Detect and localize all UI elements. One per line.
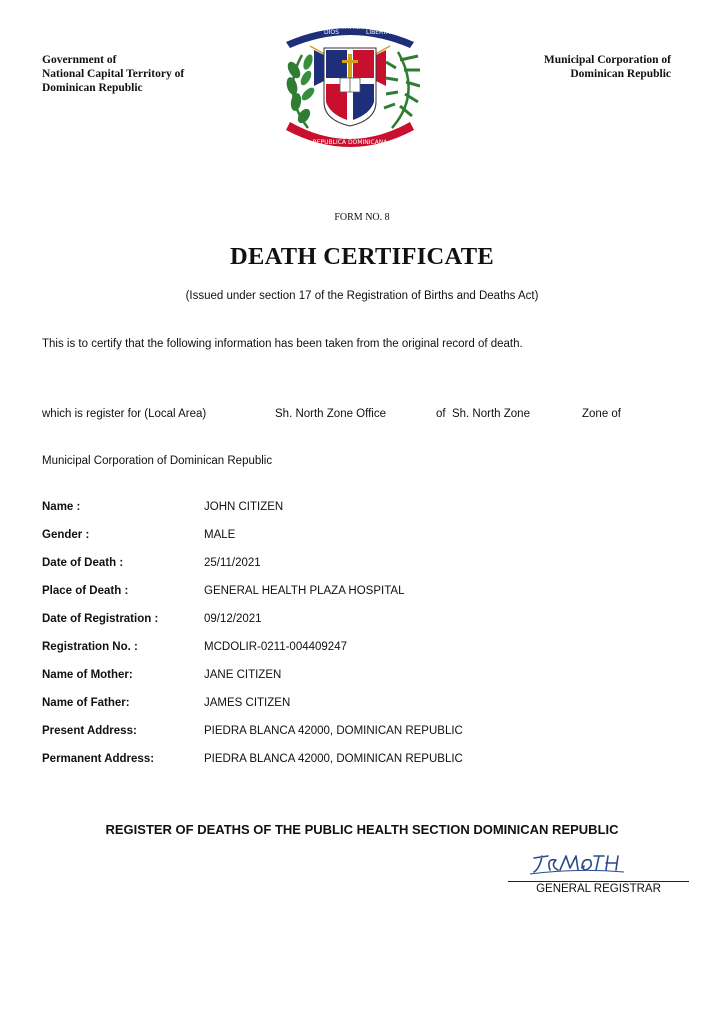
register-title: REGISTER OF DEATHS OF THE PUBLIC HEALTH SECTION DOMINICAN REPUBLIC: [105, 822, 619, 837]
detail-value: PIEDRA BLANCA 42000, DOMINICAN REPUBLIC: [204, 753, 463, 765]
seal-motto: DIOS: [324, 29, 339, 36]
detail-value: GENERAL HEALTH PLAZA HOSPITAL: [204, 585, 405, 597]
local-area-office: Sh. North Zone Office: [275, 408, 387, 420]
detail-label: Registration No. :: [42, 641, 138, 653]
detail-value: JOHN CITIZEN: [204, 501, 284, 513]
laurel-branch-icon: [285, 53, 317, 128]
local-area-zone-of: Zone of: [582, 408, 621, 420]
seal-name: REPUBLICA DOMINICANA: [312, 139, 388, 146]
detail-label: Date of Registration :: [42, 613, 159, 625]
local-area-zone: of Sh. North Zone: [436, 408, 530, 420]
issuer-line: Government of: [42, 54, 117, 66]
detail-label: Present Address:: [42, 725, 137, 737]
detail-label: Name :: [42, 501, 81, 513]
document-title: DEATH CERTIFICATE: [229, 243, 495, 270]
detail-label: Permanent Address:: [42, 753, 155, 765]
detail-label: Gender :: [42, 529, 90, 541]
seal-motto: LIBERTAD: [366, 29, 395, 36]
issuer-government: [42, 53, 184, 95]
detail-value: 09/12/2021: [204, 613, 262, 625]
detail-label: Date of Death :: [42, 557, 124, 569]
coat-of-arms-seal-icon: [280, 10, 420, 152]
registrar-title: GENERAL REGISTRAR: [536, 883, 661, 895]
seal-motto: PATRIA: [342, 24, 363, 31]
document-subtitle: (Issued under section 17 of the Registration of Births and Deaths Act): [185, 290, 539, 302]
detail-label: Place of Death :: [42, 585, 129, 597]
certification-statement: This is to certify that the following information has been taken from the original record of death.: [42, 338, 523, 350]
palm-frond-icon: [384, 52, 420, 128]
issuer-municipal: [544, 53, 671, 81]
issuer-line: Dominican Republic: [570, 68, 671, 80]
issuer-line: Municipal Corporation of: [543, 54, 671, 66]
detail-value: MCDOLIR-0211-004409247: [204, 641, 347, 653]
signature-line: [508, 881, 689, 882]
detail-value: JAMES CITIZEN: [204, 697, 291, 709]
detail-value: MALE: [204, 529, 236, 541]
detail-label: Name of Mother:: [42, 669, 133, 681]
registrar-signature-icon: [528, 848, 648, 880]
issuer-line: Dominican Republic: [42, 82, 143, 94]
local-area-label: which is register for (Local Area): [42, 408, 207, 420]
issuer-line: National Capital Territory of: [42, 68, 185, 80]
detail-label: Name of Father:: [42, 697, 130, 709]
detail-value: 25/11/2021: [204, 557, 261, 569]
form-number: FORM NO. 8: [334, 212, 390, 223]
detail-value: PIEDRA BLANCA 42000, DOMINICAN REPUBLIC: [204, 725, 463, 737]
municipal-corporation-line: Municipal Corporation of Dominican Republic: [42, 455, 273, 467]
detail-value: JANE CITIZEN: [204, 669, 282, 681]
